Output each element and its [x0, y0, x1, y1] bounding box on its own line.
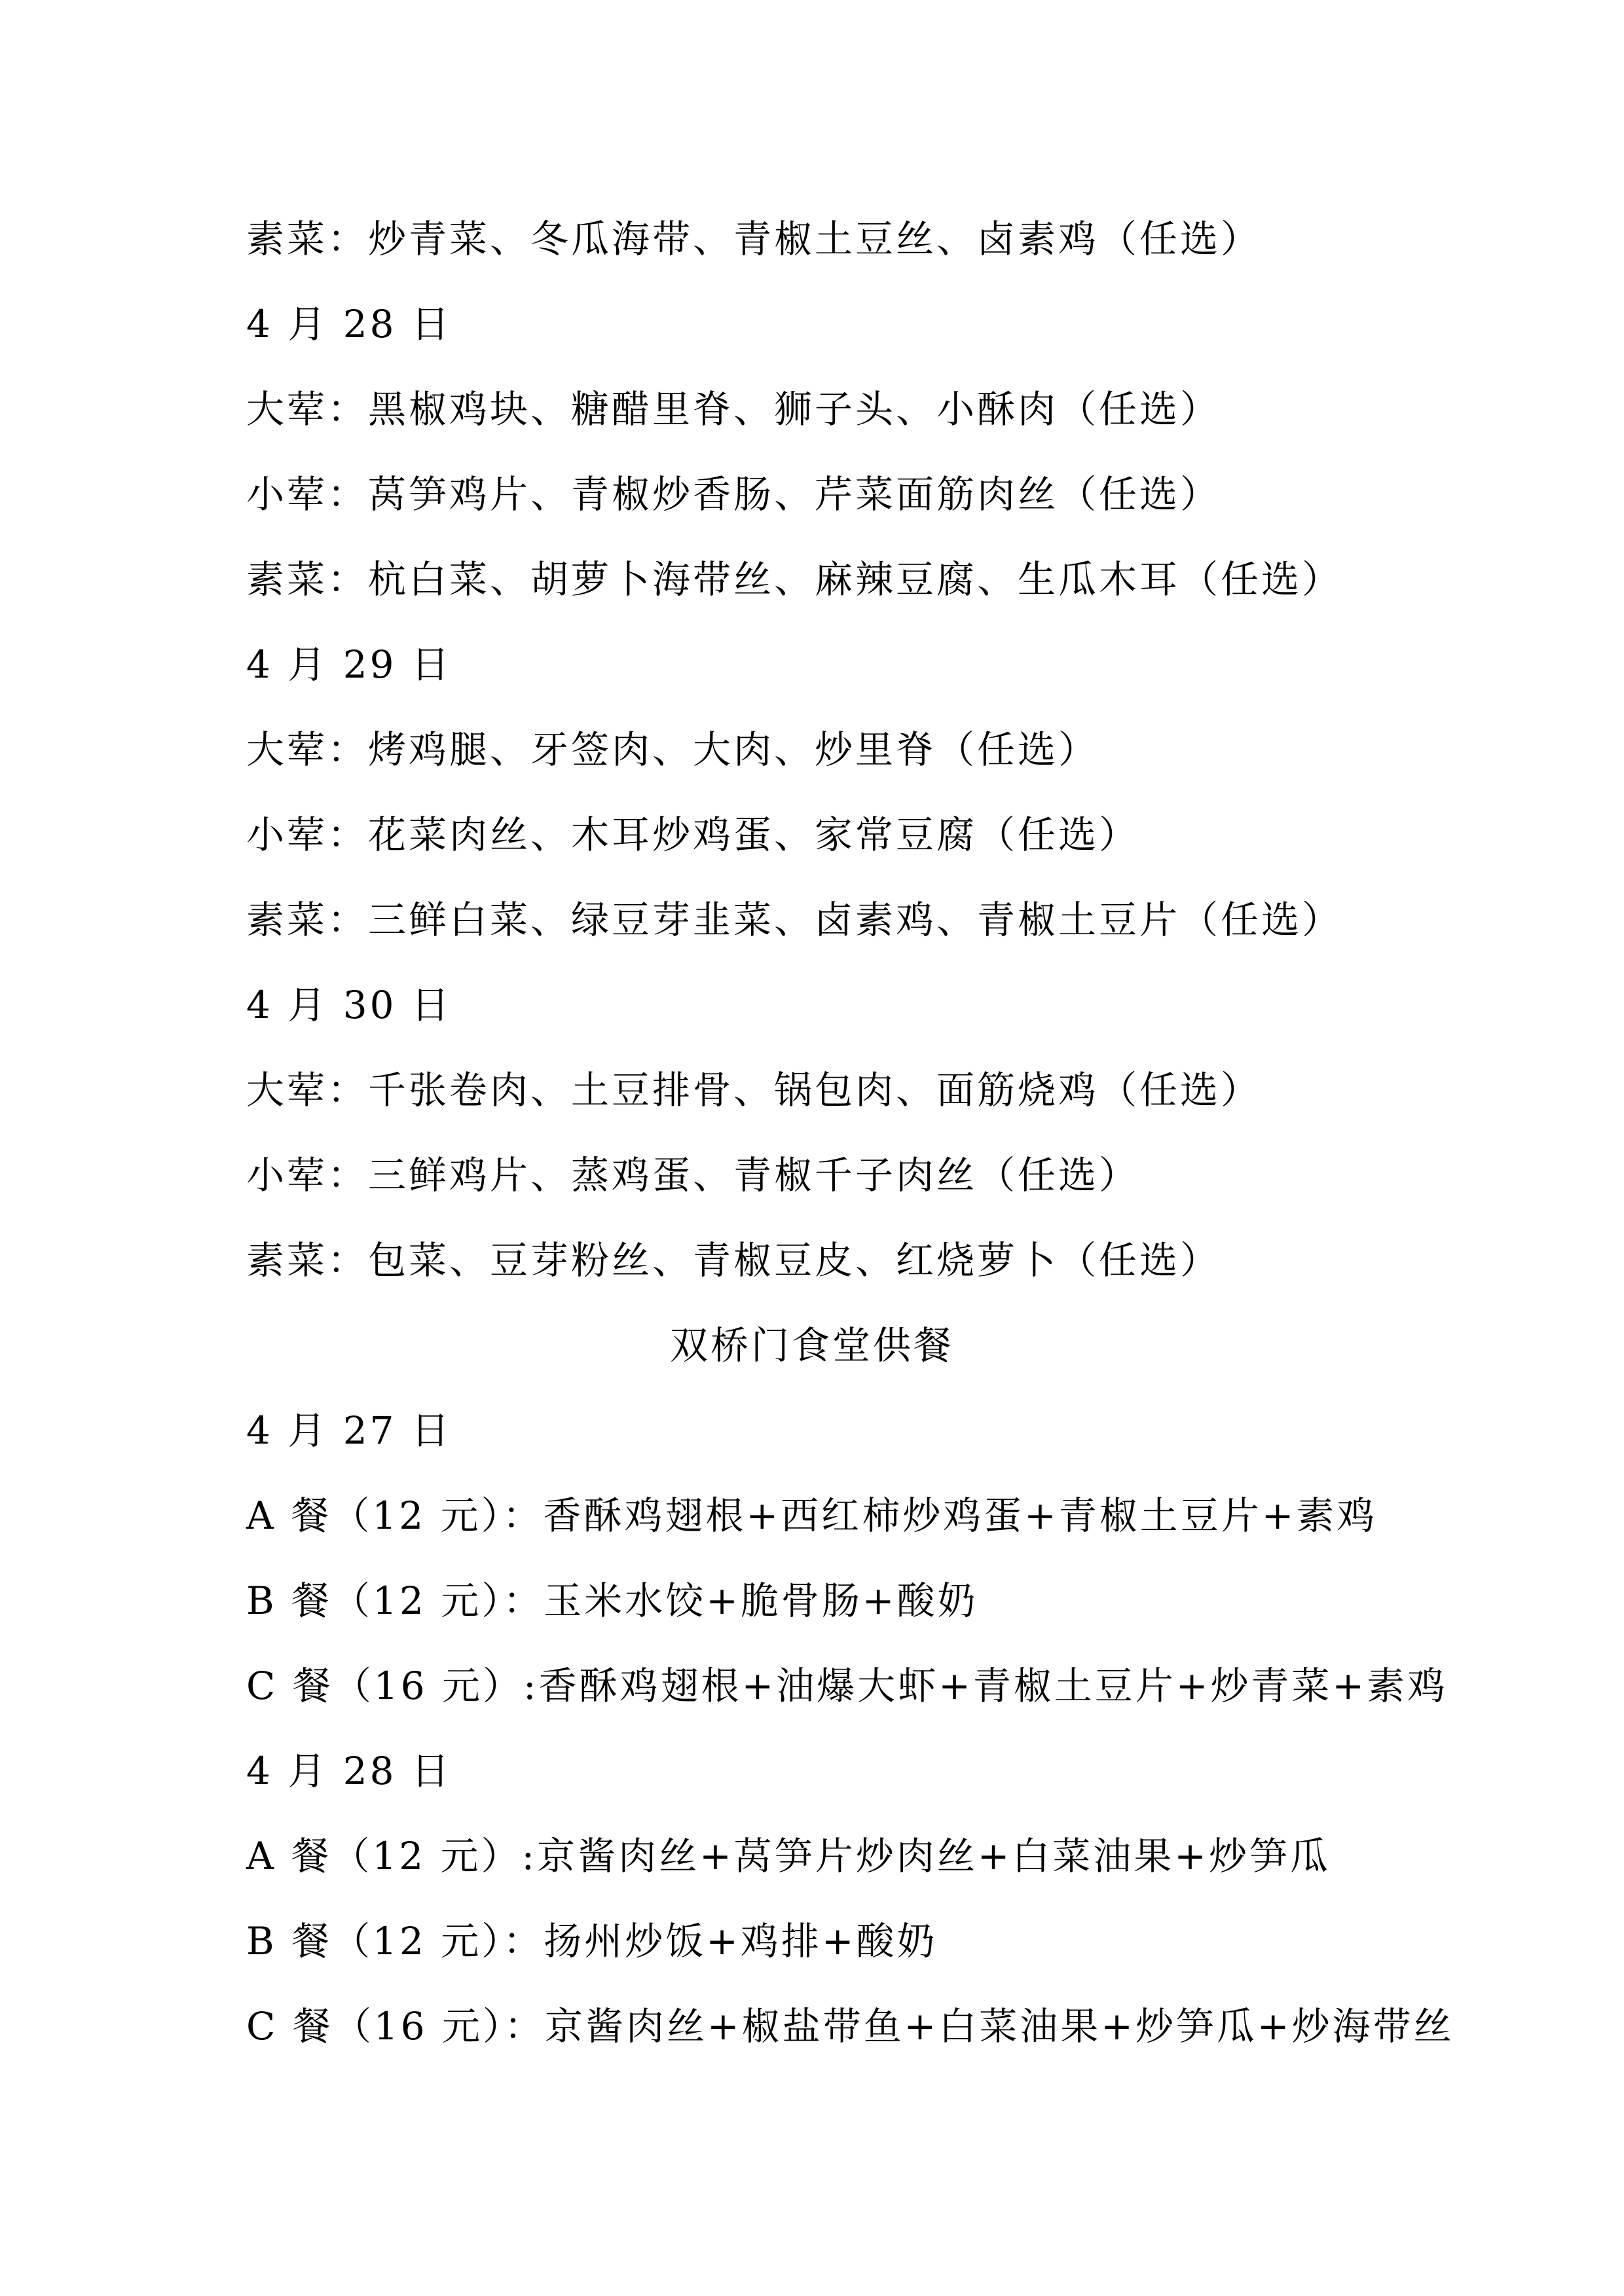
- menu-line-small-meat-0428: 小荤：莴笋鸡片、青椒炒香肠、芹菜面筋肉丝（任选）: [246, 472, 1221, 517]
- date-line-0427: 4 月 27 日: [246, 1408, 452, 1453]
- menu-line-small-meat-0430: 小荤：三鲜鸡片、蒸鸡蛋、青椒千子肉丝（任选）: [246, 1153, 1140, 1197]
- menu-line-big-meat-0428: 大荤：黑椒鸡块、糖醋里脊、狮子头、小酥肉（任选）: [246, 387, 1221, 431]
- menu-line-veg-0430: 素菜：包菜、豆芽粉丝、青椒豆皮、红烧萝卜（任选）: [246, 1238, 1221, 1283]
- menu-line-small-meat-0429: 小荤：花菜肉丝、木耳炒鸡蛋、家常豆腐（任选）: [246, 812, 1140, 857]
- menu-line-big-meat-0430: 大荤：千张卷肉、土豆排骨、锅包肉、面筋烧鸡（任选）: [246, 1068, 1262, 1112]
- meal-b-0428: B 餐（12 元）：扬州炒饭+鸡排+酸奶: [246, 1919, 938, 1963]
- menu-line-veg-0429: 素菜：三鲜白菜、绿豆芽韭菜、卤素鸡、青椒土豆片（任选）: [246, 898, 1343, 942]
- date-line-0428: 4 月 28 日: [246, 302, 452, 346]
- section-heading-shuangqiaomen: 双桥门食堂供餐: [669, 1323, 954, 1368]
- menu-line-veg-0427: 素菜：炒青菜、冬瓜海带、青椒土豆丝、卤素鸡（任选）: [246, 217, 1262, 261]
- menu-line-veg-0428: 素菜：杭白菜、胡萝卜海带丝、麻辣豆腐、生瓜木耳（任选）: [246, 557, 1343, 602]
- meal-a-0427: A 餐（12 元）：香酥鸡翅根+西红柿炒鸡蛋+青椒土豆片+素鸡: [246, 1493, 1378, 1538]
- date-line-0429: 4 月 29 日: [246, 642, 452, 687]
- date-line-0430: 4 月 30 日: [246, 983, 452, 1027]
- meal-b-0427: B 餐（12 元）：玉米水饺+脆骨肠+酸奶: [246, 1578, 978, 1623]
- date-line-0428-canteen: 4 月 28 日: [246, 1749, 452, 1793]
- meal-c-0428: C 餐（16 元）：京酱肉丝+椒盐带鱼+白菜油果+炒笋瓜+炒海带丝: [246, 2004, 1454, 2049]
- menu-line-big-meat-0429: 大荤：烤鸡腿、牙签肉、大肉、炒里脊（任选）: [246, 727, 1099, 772]
- meal-c-0427: C 餐（16 元）:香酥鸡翅根+油爆大虾+青椒土豆片+炒青菜+素鸡: [246, 1664, 1448, 1708]
- meal-a-0428: A 餐（12 元）:京酱肉丝+莴笋片炒肉丝+白菜油果+炒笋瓜: [246, 1834, 1331, 1878]
